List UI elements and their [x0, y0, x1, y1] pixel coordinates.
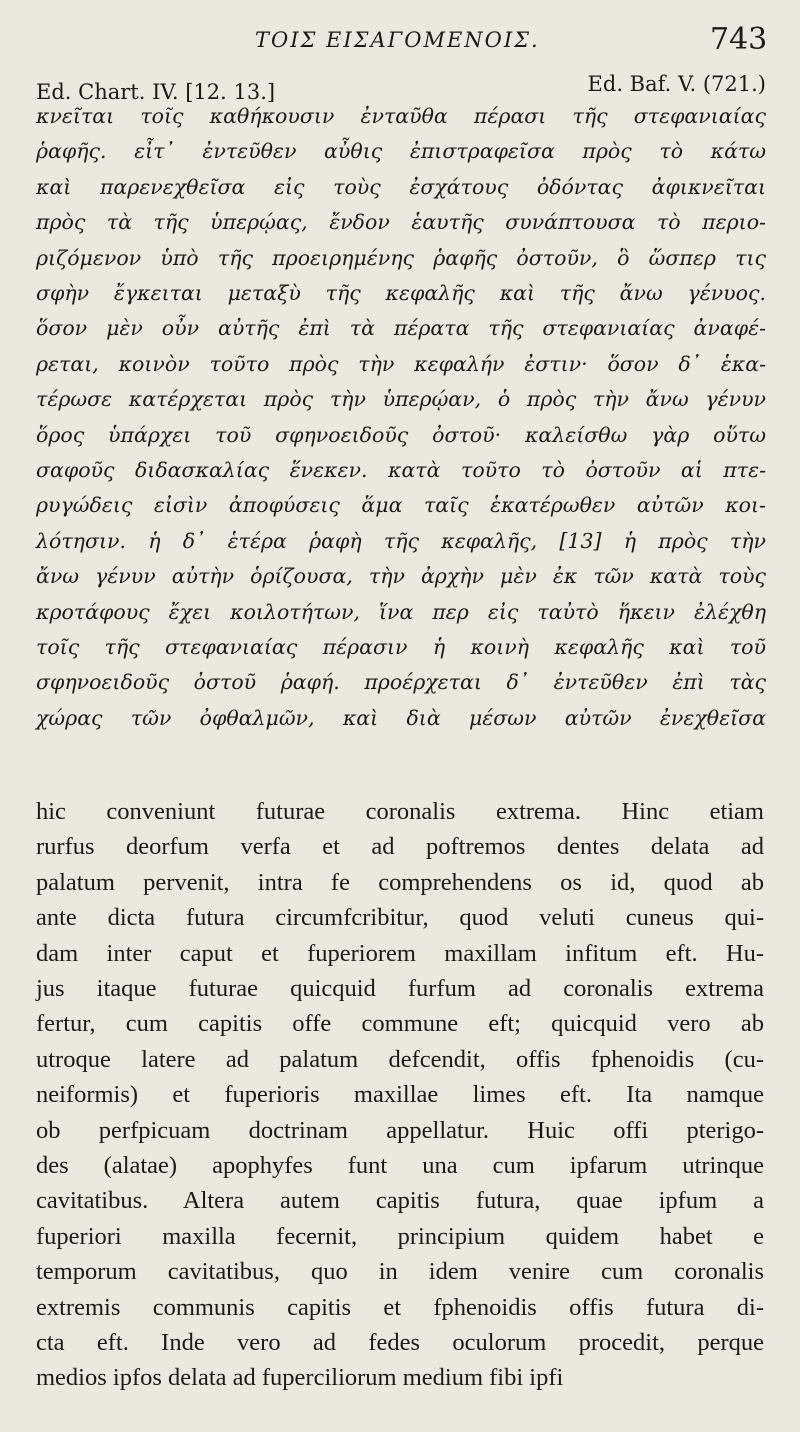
greek-text-line: ρυγώδεις εἰσὶν ἀποφύσεις ἅμα ταῖς ἑκατέρωθεν αὐτῶν κοι-: [36, 493, 766, 518]
greek-text-line: ρεται, κοινὸν τοῦτο πρὸς τὴν κεφαλήν ἐστιν· ὅσον δ᾽ ἑκα-: [36, 351, 766, 376]
latin-text-line: des (alatae) apophyfes funt una cum ipfarum utrinque: [36, 1152, 764, 1179]
latin-text-line: hic conveniunt futurae coronalis extrema. Hinc etiam: [36, 798, 764, 825]
greek-text-line: σαφοῦς διδασκαλίας ἕνεκεν. κατὰ τοῦτο τὸ ὀστοῦν αἱ πτε-: [36, 458, 766, 482]
page-number: 743: [710, 22, 768, 57]
latin-text-line: neiformis) et fuperioris maxillae limes eft. Ita namque: [36, 1081, 764, 1109]
latin-text-line: dam inter caput et fuperiorem maxillam infitum eft. Hu-: [36, 939, 764, 967]
latin-text-line: cavitatibus. Altera autem capitis futura, quae ipfum a: [36, 1187, 764, 1215]
latin-text-line: cta eft. Inde vero ad fedes oculorum procedit, perque: [36, 1329, 764, 1356]
latin-text-line: extremis communis capitis et fphenoidis offis futura di-: [36, 1293, 764, 1321]
latin-text-line: ante dicta futura circumfcribitur, quod veluti cuneus qui-: [36, 904, 764, 932]
greek-text-line: σφηνοειδοῦς ὀστοῦ ῥαφή. προέρχεται δ᾽ ἐντεῦθεν ἐπὶ τὰς: [36, 670, 766, 695]
greek-text-line: κροτάφους ἔχει κοιλοτήτων, ἵνα περ εἰς ταὐτὸ ἥκειν ἐλέχθη: [36, 599, 766, 624]
greek-text-line: ὅρος ὑπάρχει τοῦ σφηνοειδοῦς ὀστοῦ· καλείσθω γὰρ οὕτω: [36, 422, 766, 447]
greek-text-line: χώρας τῶν ὀφθαλμῶν, καὶ διὰ μέσων αὐτῶν ἐνεχθεῖσα: [36, 705, 766, 730]
latin-text-line: fuperiori maxilla fecernit, principium quidem habet e: [36, 1222, 764, 1250]
latin-text-line: rurfus deorfum verfa et ad poftremos dentes delata ad: [36, 833, 764, 861]
latin-text-line: ob perfpicuam doctrinam appellatur. Huic offi pterigo-: [36, 1116, 764, 1144]
greek-text-line: ἄνω γένυν αὐτὴν ὁρίζουσα, τὴν ἀρχὴν μὲν ἐκ τῶν κατὰ τοὺς: [36, 564, 766, 589]
greek-text-line: ὅσον μὲν οὖν αὐτῆς ἐπὶ τὰ πέρατα τῆς στεφανιαίας ἀναφέ-: [36, 316, 766, 341]
greek-text-line: καὶ παρενεχθεῖσα εἰς τοὺς ἐσχάτους ὀδόντας ἀφικνεῖται: [36, 174, 766, 199]
greek-text-line: ῥαφῆς. εἶτ᾽ ἐντεῦθεν αὖθις ἐπιστραφεῖσα πρὸς τὸ κάτω: [36, 139, 766, 164]
greek-text-line: τοῖς τῆς στεφανιαίας πέρασιν ἡ κοινὴ κεφαλῆς καὶ τοῦ: [36, 635, 766, 659]
latin-text-line: jus itaque futurae quicquid furfum ad coronalis extrema: [36, 975, 764, 1002]
greek-text-line: ριζόμενον ὑπὸ τῆς προειρημένης ῥαφῆς ὀστοῦν, ὃ ὥσπερ τις: [36, 245, 766, 270]
latin-text-line: fertur, cum capitis offe commune eft; quicquid vero ab: [36, 1010, 764, 1038]
running-head: [0, 22, 800, 58]
greek-text-line: σφὴν ἔγκειται μεταξὺ τῆς κεφαλῆς καὶ τῆς ἄνω γένυος.: [36, 281, 766, 305]
edition-chartier-reference: Ed. Chart. IV. [12. 13.]: [36, 80, 276, 104]
running-title: ΤΟΙΣ ΕΙΣΑΓΟΜΕΝΟΙΣ.: [255, 28, 540, 52]
greek-text-line: λότησιν. ἡ δ᾽ ἑτέρα ῥαφὴ τῆς κεφαλῆς, [13] ἡ πρὸς τὴν: [36, 528, 766, 553]
greek-text-line: τέρωσε κατέρχεται πρὸς τὴν ὑπερῴαν, ὁ πρὸς τὴν ἄνω γένυν: [36, 387, 766, 412]
latin-text-line: temporum cavitatibus, quo in idem venire cum coronalis: [36, 1258, 764, 1286]
latin-text-line: utroque latere ad palatum defcendit, offis fphenoidis (cu-: [36, 1045, 764, 1073]
greek-text-line: κνεῖται τοῖς καθήκουσιν ἐνταῦθα πέρασι τῆς στεφανιαίας: [36, 104, 766, 128]
latin-text-line: palatum pervenit, intra fe comprehendens os id, quod ab: [36, 868, 764, 896]
edition-basel-reference: Ed. Baf. V. (721.): [587, 72, 766, 96]
greek-text-line: πρὸς τὰ τῆς ὑπερῴας, ἔνδον ἑαυτῆς συνάπτουσα τὸ περιο-: [36, 210, 766, 235]
latin-text-line: medios ipfos delata ad fuperciliorum medium fibi ipfi: [36, 1364, 564, 1392]
